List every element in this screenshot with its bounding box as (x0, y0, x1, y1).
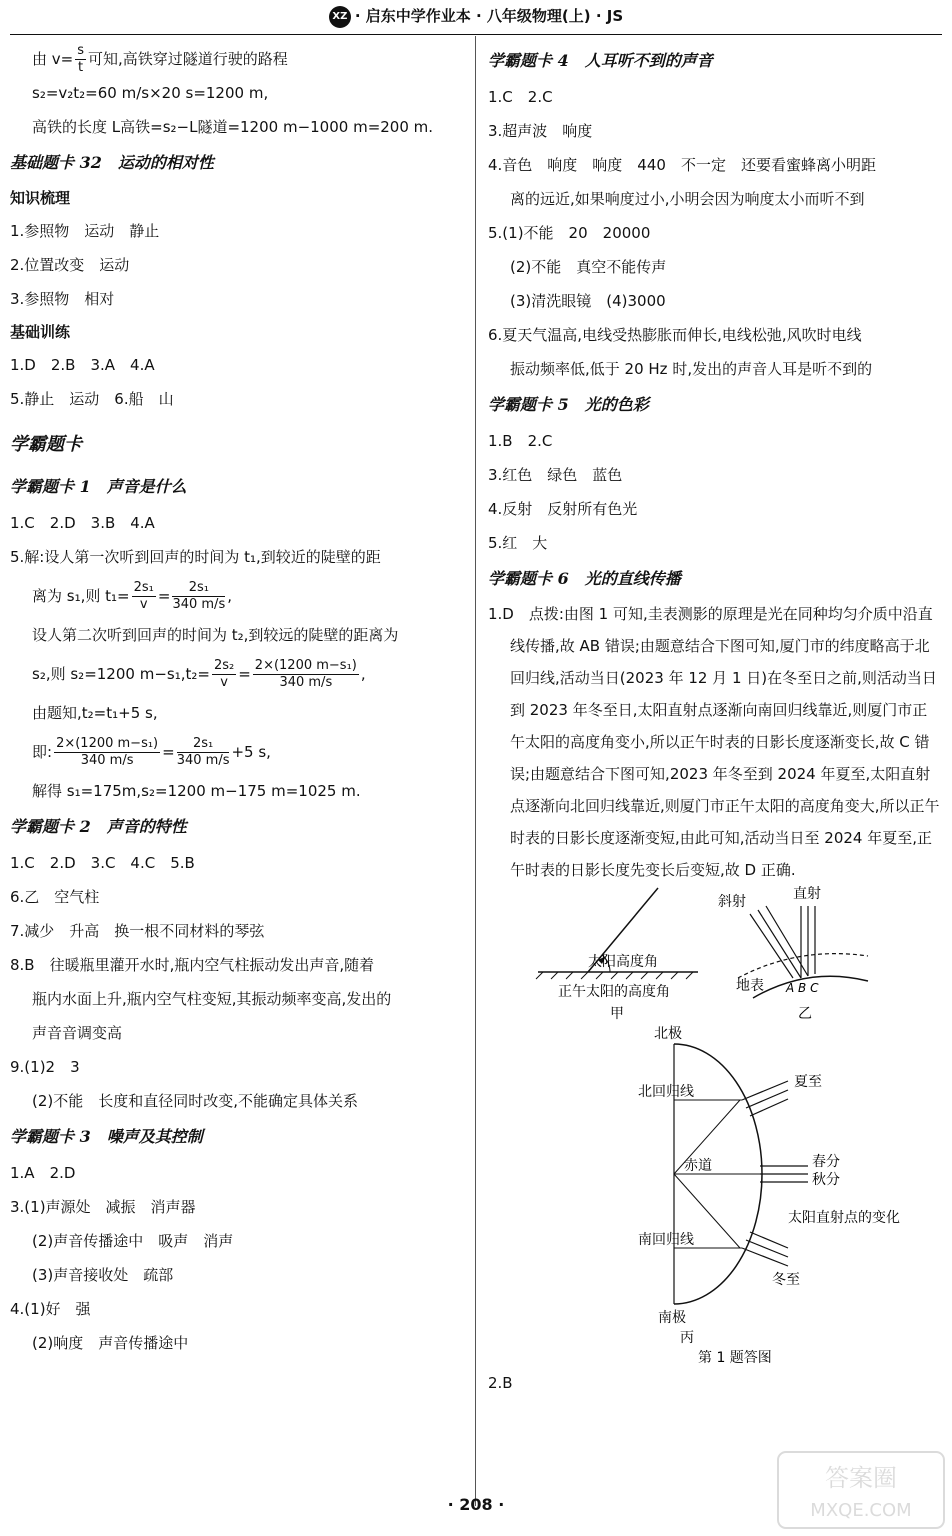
svg-text:冬至: 冬至 (772, 1272, 800, 1288)
svg-text:太阳高度角: 太阳高度角 (588, 954, 658, 970)
answer-line: (2)不能 长度和直径同时改变,不能确定具体关系 (32, 1092, 359, 1110)
svg-text:太阳直射点的变化: 太阳直射点的变化 (788, 1210, 900, 1226)
figure-yi (718, 886, 868, 1022)
answer-line: (2)不能 真空不能传声 (510, 258, 667, 276)
answer-line: 5.(1)不能 20 20000 (488, 224, 651, 242)
formula-line: 离为 s₁,则 t₁= $\frac{\text{2s₁}}{v}$ = $\frac{\text{2s₁}}{340 m/s}$ , (32, 580, 232, 612)
section-heading: 学霸题卡 2 声音的特性 (10, 817, 187, 836)
answer-line: (3)清洗眼镜 (4)3000 (510, 292, 666, 310)
subheading: 基础训练 (10, 323, 71, 341)
answer-line: 2.位置改变 运动 (10, 256, 130, 274)
svg-text:南极: 南极 (658, 1310, 686, 1326)
svg-text:赤道: 赤道 (684, 1158, 712, 1174)
explanation-paragraph: 1.D 点拨:由图 1 可知,圭表测影的原理是光在同种均匀介质中沿直线传播,故 AB 错误;由题意结合下图可知,厦门市的纬度略高于北回归线,活动当日(2023 年 12 月 1 日)在冬至日之前,则活动当日到 2023 年冬至日,太阳直射点逐渐向南回归线靠近,则厦门市正午太阳的高度角变小,所以正午时表的日影长度逐渐变长,故 C 错误;由题意结合下图可知,2023 年冬至到 2024 年夏至,太阳直射点逐渐向北回归线靠近,则厦门市正午太阳的高度角变大,所以正午时表的日影长度逐渐变短,由此可知,活动当日至 2024 年夏至,正午时表的日影长度先变长后变短,故 D 正确. (488, 605, 940, 879)
header-rule (10, 34, 942, 35)
page-number: · 208 · (447, 1495, 505, 1514)
answer-line: 4.反射 反射所有色光 (488, 500, 638, 518)
answer-line: 4.(1)好 强 (10, 1300, 91, 1318)
section-heading: 学霸题卡 1 声音是什么 (10, 477, 187, 496)
svg-text:MXQE.COM: MXQE.COM (810, 1500, 912, 1521)
svg-text:答案圈: 答案圈 (825, 1464, 897, 1492)
answer-line: 5.解:设人第一次听到回声的时间为 t₁,到较近的陡壁的距 (10, 548, 381, 566)
answer-line: 4.音色 响度 响度 440 不一定 还要看蜜蜂离小明距 (488, 156, 876, 174)
svg-text:甲: 甲 (610, 1006, 624, 1022)
answer-line: 3.(1)声源处 减振 消声器 (10, 1198, 196, 1216)
section-heading: 学霸题卡 5 光的色彩 (488, 395, 649, 414)
answer-line: 3.红色 绿色 蓝色 (488, 466, 623, 484)
svg-text:夏至: 夏至 (794, 1074, 822, 1090)
answer-line: 设人第二次听到回声的时间为 t₂,到较远的陡壁的距离为 (32, 626, 399, 644)
answer-line: 3.参照物 相对 (10, 290, 115, 308)
text-line: s₂=v₂t₂=60 m/s×20 s=1200 m, (32, 84, 269, 102)
publisher-logo: XZ (329, 6, 351, 28)
chapter-heading: 学霸题卡 (10, 434, 82, 455)
svg-text:地表: 地表 (736, 978, 764, 994)
right-column (488, 42, 940, 1400)
answer-line: 5.静止 运动 6.船 山 (10, 390, 174, 408)
formula-line: 即: $\frac{\text{2×(1200 m−s₁)}}{340 m/s}$ = $\frac{\text{2s₁}}{340 m/s}$ +5 s, (32, 736, 271, 768)
section-heading: 学霸题卡 6 光的直线传播 (488, 569, 681, 588)
sun-angle-diagram (488, 886, 940, 1366)
section-heading: 学霸题卡 3 噪声及其控制 (10, 1127, 203, 1146)
answer-line: 8.B 往暖瓶里灌开水时,瓶内空气柱振动发出声音,随着 (10, 956, 375, 974)
watermark-logo (776, 1450, 946, 1530)
answer-line: 1.C 2.C (488, 88, 553, 106)
svg-text:正午太阳的高度角: 正午太阳的高度角 (558, 984, 670, 1000)
answer-line: 振动频率低,低于 20 Hz 时,发出的声音人耳是听不到的 (510, 360, 873, 378)
answer-line: 1.C 2.D 3.B 4.A (10, 514, 155, 532)
answer-line: 解得 s₁=175m,s₂=1200 m−175 m=1025 m. (32, 782, 361, 800)
answer-line: 由题知,t₂=t₁+5 s, (32, 704, 158, 722)
svg-text:乙: 乙 (798, 1006, 812, 1022)
answer-line: 6.夏天气温高,电线受热膨胀而伸长,电线松弛,风吹时电线 (488, 326, 862, 344)
section-heading: 学霸题卡 4 人耳听不到的声音 (488, 51, 713, 70)
answer-line: 声音音调变高 (32, 1024, 123, 1042)
svg-text:北回归线: 北回归线 (638, 1084, 694, 1100)
answer-line: 1.D 2.B 3.A 4.A (10, 356, 155, 374)
answer-line: 5.红 大 (488, 534, 548, 552)
svg-text:丙: 丙 (680, 1330, 694, 1346)
text-line: 高铁的长度 L高铁=s₂−L隧道=1200 m−1000 m=200 m. (32, 118, 434, 136)
figure-bing (638, 1025, 900, 1366)
subheading: 知识梳理 (10, 189, 71, 207)
answer-line: 1.C 2.D 3.C 4.C 5.B (10, 854, 195, 872)
figure-jia (536, 888, 698, 1022)
text-line: 由 v= $\frac{s}{t}$ 可知,高铁穿过隧道行驶的路程 (32, 43, 288, 75)
answer-line: 离的远近,如果响度过小,小明会因为响度太小而听不到 (510, 190, 865, 208)
answer-line: 7.减少 升高 换一根不同材料的琴弦 (10, 922, 265, 940)
svg-text:秋分: 秋分 (812, 1172, 840, 1188)
section-heading: 基础题卡 32 运动的相对性 (10, 153, 214, 172)
answer-line: (3)声音接收处 疏部 (32, 1266, 174, 1284)
answer-line: 瓶内水面上升,瓶内空气柱变短,其振动频率变高,发出的 (32, 990, 392, 1008)
svg-text:北极: 北极 (654, 1026, 682, 1042)
svg-text:第 1 题答图: 第 1 题答图 (698, 1350, 772, 1366)
svg-text:斜射: 斜射 (718, 894, 746, 910)
answer-line: 6.乙 空气柱 (10, 888, 100, 906)
answer-line: (2)响度 声音传播途中 (32, 1334, 189, 1352)
svg-text:直射: 直射 (793, 886, 821, 902)
answer-line: 9.(1)2 3 (10, 1058, 80, 1076)
page-header (0, 0, 952, 32)
formula-line: s₂,则 s₂=1200 m−s₁,t₂= $\frac{\text{2s₂}}{v}$ = $\frac{\text{2×(1200 m−s₁)}}{340 m/s}$ , (32, 658, 366, 690)
answer-line: 1.参照物 运动 静止 (10, 222, 160, 240)
svg-text:春分: 春分 (812, 1154, 840, 1170)
answer-line: 1.B 2.C (488, 432, 553, 450)
answer-line: 1.A 2.D (10, 1164, 76, 1182)
answer-line: 2.B (488, 1374, 513, 1392)
header-title: · 启东中学作业本 · 八年级物理(上) · JS (354, 7, 624, 25)
svg-text:南回归线: 南回归线 (638, 1232, 694, 1248)
answer-line: 3.超声波 响度 (488, 122, 593, 140)
answer-line: (2)声音传播途中 吸声 消声 (32, 1232, 234, 1250)
answer-figure (488, 886, 940, 1366)
svg-text:A B C: A B C (786, 981, 819, 995)
column-divider (475, 36, 476, 1506)
left-column (10, 42, 465, 1360)
